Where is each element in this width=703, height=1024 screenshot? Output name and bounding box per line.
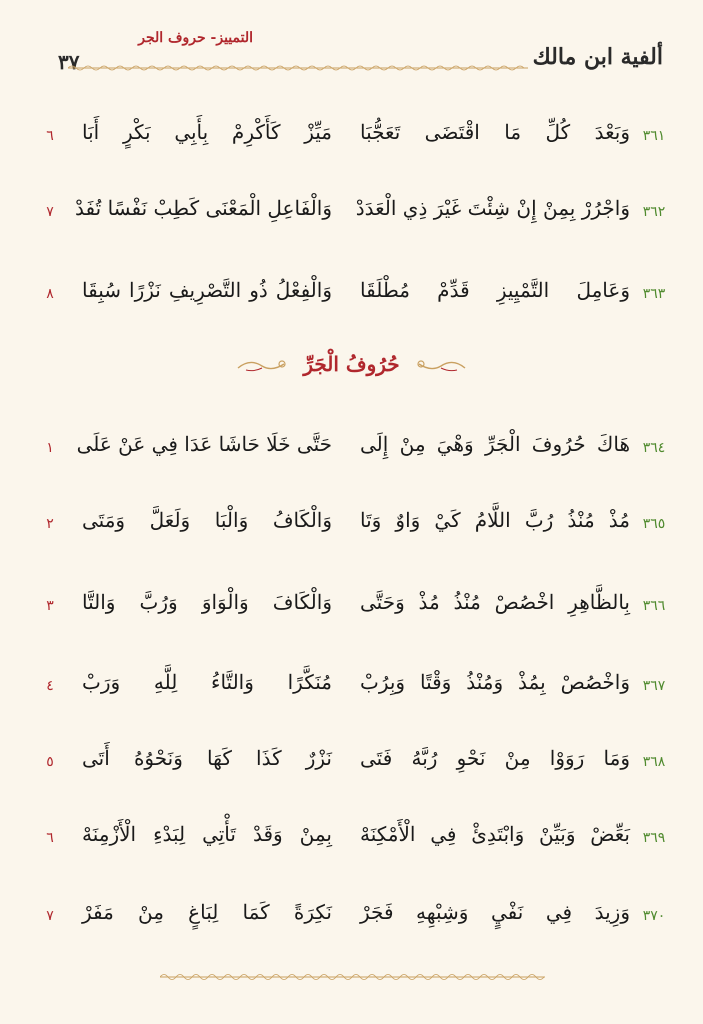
verse-number: ٣٦٣ <box>642 286 666 302</box>
verse-row <box>40 900 670 940</box>
verse-number: ٣٦٤ <box>642 440 666 456</box>
page-number: ٣٧ <box>58 50 80 74</box>
verse-second-hemistich: وَالْكَافَ وَالْوَاوَ وَرُبَّ وَالتَّا <box>82 590 332 614</box>
verse-second-hemistich: وَالْفَاعِلِ الْمَعْنَى كَطِبْ نَفْسًا تُفَدْ <box>75 196 332 220</box>
verse-row <box>40 196 670 236</box>
verse-second-hemistich: وَالْفِعْلُ ذُو التَّصْرِيفِ نَزْرًا سُبِقَا <box>82 278 332 302</box>
verse-sub-number: ٤ <box>46 678 54 694</box>
header-ornament-rule <box>68 64 528 72</box>
verse-number: ٣٦١ <box>642 128 666 144</box>
verse-first-hemistich: وَعَامِلَ التَّمْيِيزِ قَدِّمْ مُطْلَقَا <box>360 278 630 302</box>
verse-sub-number: ٢ <box>46 516 54 532</box>
verse-number: ٣٦٦ <box>642 598 666 614</box>
verse-row <box>40 432 670 472</box>
verse-sub-number: ٣ <box>46 598 54 614</box>
chapter-title: التمييز- حروف الجر <box>138 30 253 46</box>
verse-first-hemistich: مُذْ مُنْذُ رُبَّ اللَّامُ كَيْ وَاوٌ وَتَا <box>360 508 630 532</box>
verse-first-hemistich: هَاكَ حُرُوفَ الْجَرِّ وَهْيَ مِنْ إِلَى <box>360 432 630 456</box>
book-title: ألفية ابن مالك <box>532 44 663 70</box>
verse-sub-number: ٦ <box>46 830 54 846</box>
section-title: حُرُوفُ الْجَرِّ <box>303 352 400 376</box>
verse-row <box>40 120 670 160</box>
verse-row <box>40 590 670 630</box>
verse-second-hemistich: حَتَّى خَلَا حَاشَا عَدَا فِي عَنْ عَلَى <box>76 432 332 456</box>
verse-first-hemistich: وَاخْصُصْ بِمُذْ وَمُنْذُ وَقْتًا وَبِرُبْ <box>360 670 630 694</box>
section-heading <box>0 352 703 376</box>
verse-number: ٣٦٧ <box>642 678 666 694</box>
verse-row <box>40 822 670 862</box>
verse-first-hemistich: وَاجْرُرْ بِمِنْ إِنْ شِئْتَ غَيْرَ ذِي الْعَدَدْ <box>355 196 630 220</box>
verse-first-hemistich: وَمَا رَوَوْا مِنْ نَحْوِ رُبَّهُ فَتَى <box>360 746 630 770</box>
verse-first-hemistich: بِالظَّاهِرِ اخْصُصْ مُنْذُ مُذْ وَحَتَّى <box>360 590 630 614</box>
verse-second-hemistich: بِمِنْ وَقَدْ تَأْتِي لِبَدْءِ الْأَزْمِنَهْ <box>82 822 332 846</box>
page-header <box>40 28 663 78</box>
verse-number: ٣٧٠ <box>642 908 666 924</box>
verse-sub-number: ٧ <box>46 908 54 924</box>
verse-row <box>40 746 670 786</box>
verse-second-hemistich: نَزْرٌ كَذَا كَهَا وَنَحْوُهُ أَتَى <box>82 746 332 770</box>
verse-row <box>40 508 670 548</box>
verse-sub-number: ٨ <box>46 286 54 302</box>
verse-sub-number: ٥ <box>46 754 54 770</box>
verse-number: ٣٦٢ <box>642 204 666 220</box>
verse-second-hemistich: مَيِّزْ كَأَكْرِمْ بِأَبِي بَكْرٍ أَبَا <box>82 120 332 144</box>
verse-first-hemistich: وَبَعْدَ كُلِّ مَا اقْتَضَى تَعَجُّبَا <box>360 120 630 144</box>
verse-row <box>40 278 670 318</box>
verse-first-hemistich: بَعِّضْ وَبَيِّنْ وَابْتَدِئْ فِي الْأَمْكِنَهْ <box>360 822 630 846</box>
verse-row <box>40 670 670 710</box>
right-ornament-icon <box>415 354 467 374</box>
verse-sub-number: ١ <box>46 440 54 456</box>
verse-sub-number: ٦ <box>46 128 54 144</box>
verse-number: ٣٦٥ <box>642 516 666 532</box>
verse-first-hemistich: وَزِيدَ فِي نَفْيٍ وَشِبْهِهِ فَجَرْ <box>360 900 630 924</box>
footer-ornament-rule <box>160 972 545 982</box>
left-ornament-icon <box>236 354 288 374</box>
verse-second-hemistich: نَكِرَةً كَمَا لِبَاغٍ مِنْ مَفَرْ <box>82 900 332 924</box>
verse-sub-number: ٧ <box>46 204 54 220</box>
verse-number: ٣٦٩ <box>642 830 666 846</box>
verse-second-hemistich: مُنَكَّرًا وَالتَّاءُ لِلَّهِ وَرَبْ <box>82 670 332 694</box>
verse-second-hemistich: وَالْكَافُ وَالْبَا وَلَعَلَّ وَمَتَى <box>82 508 332 532</box>
verse-number: ٣٦٨ <box>642 754 666 770</box>
